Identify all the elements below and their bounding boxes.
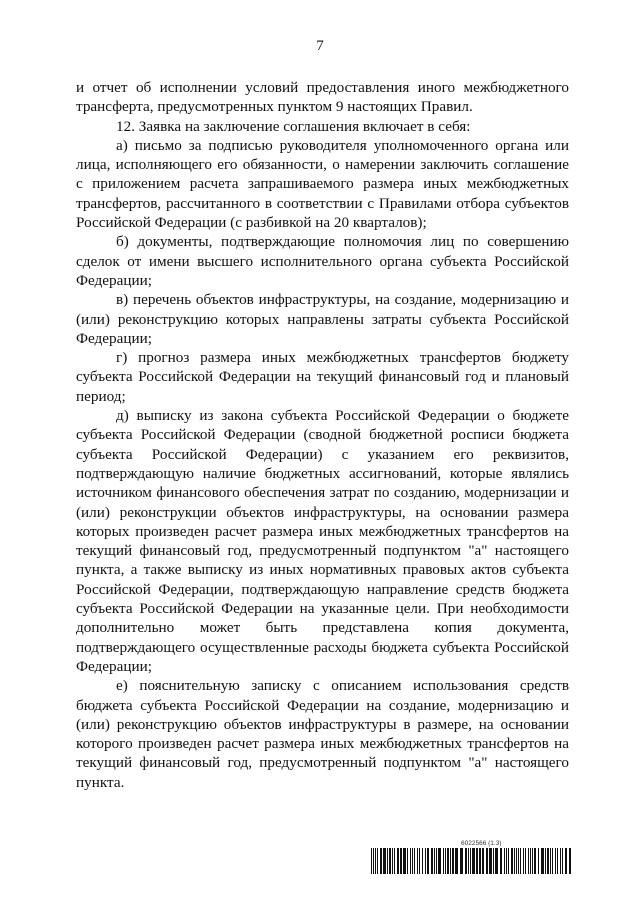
paragraph-subitem-v: в) перечень объектов инфраструктуры, на создание, модернизацию и (или) реконструкцию которых направлены затраты субъекта Российской Федерации;	[76, 291, 569, 347]
paragraph-continuation: и отчет об исполнении условий предоставления иного межбюджетного трансферта, предусмотренных пунктом 9 настоящих Правил.	[76, 79, 569, 116]
paragraph-subitem-b: б) документы, подтверждающие полномочия лиц по совершению сделок от имени высшего исполнительного органа субъекта Российской Федерации;	[76, 233, 569, 289]
document-footer	[371, 840, 571, 880]
page-number: 7	[316, 38, 324, 54]
paragraph-subitem-g: г) прогноз размера иных межбюджетных трансфертов бюджету субъекта Российской Федерации на текущий финансовый год и плановый период;	[76, 349, 569, 405]
document-code: 6022566 (1.3)	[461, 840, 502, 847]
document-body	[76, 78, 569, 792]
barcode-icon	[371, 848, 571, 874]
paragraph-subitem-d: д) выписку из закона субъекта Российской Федерации о бюджете субъекта Российской Федерации (сводной бюджетной росписи бюджета субъекта Российской Федерации) с указанием его реквизитов, подтверждающую наличие бюджетных ассигнований, которые являлись источником финансового обеспечения затрат по созданию, модернизации и (или) реконструкции объектов инфраструктуры, на основании размера которых произведен расчет размера иных межбюджетных трансфертов на текущий финансовый год, предусмотренный подпунктом "а" настоящего пункта, а также выписку из иных нормативных правовых актов субъекта Российской Федерации, подтверждающую направление средств бюджета субъекта Российской Федерации на указанные цели. При необходимости дополнительно может быть представлена копия документа, подтверждающего осуществленные расходы бюджета субъекта Российской Федерации;	[76, 407, 569, 675]
paragraph-subitem-a: а) письмо за подписью руководителя уполномоченного органа или лица, исполняющего его обязанности, о намерении заключить соглашение с приложением расчета запрашиваемого размера иных межбюджетных трансфертов, рассчитанного в соответствии с Правилами отбора субъектов Российской Федерации (с разбивкой на 20 кварталов);	[76, 136, 569, 232]
paragraph-item-12: 12. Заявка на заключение соглашения включает в себя:	[116, 117, 471, 135]
paragraph-subitem-e: е) пояснительную записку с описанием использования средств бюджета субъекта Российской Федерации на создание, модернизацию и (или) реконструкцию объектов инфраструктуры в размере, на основании которого произведен расчет размера иных межбюджетных трансфертов на текущий финансовый год, предусмотренный подпунктом "а" настоящего пункта.	[76, 677, 569, 791]
